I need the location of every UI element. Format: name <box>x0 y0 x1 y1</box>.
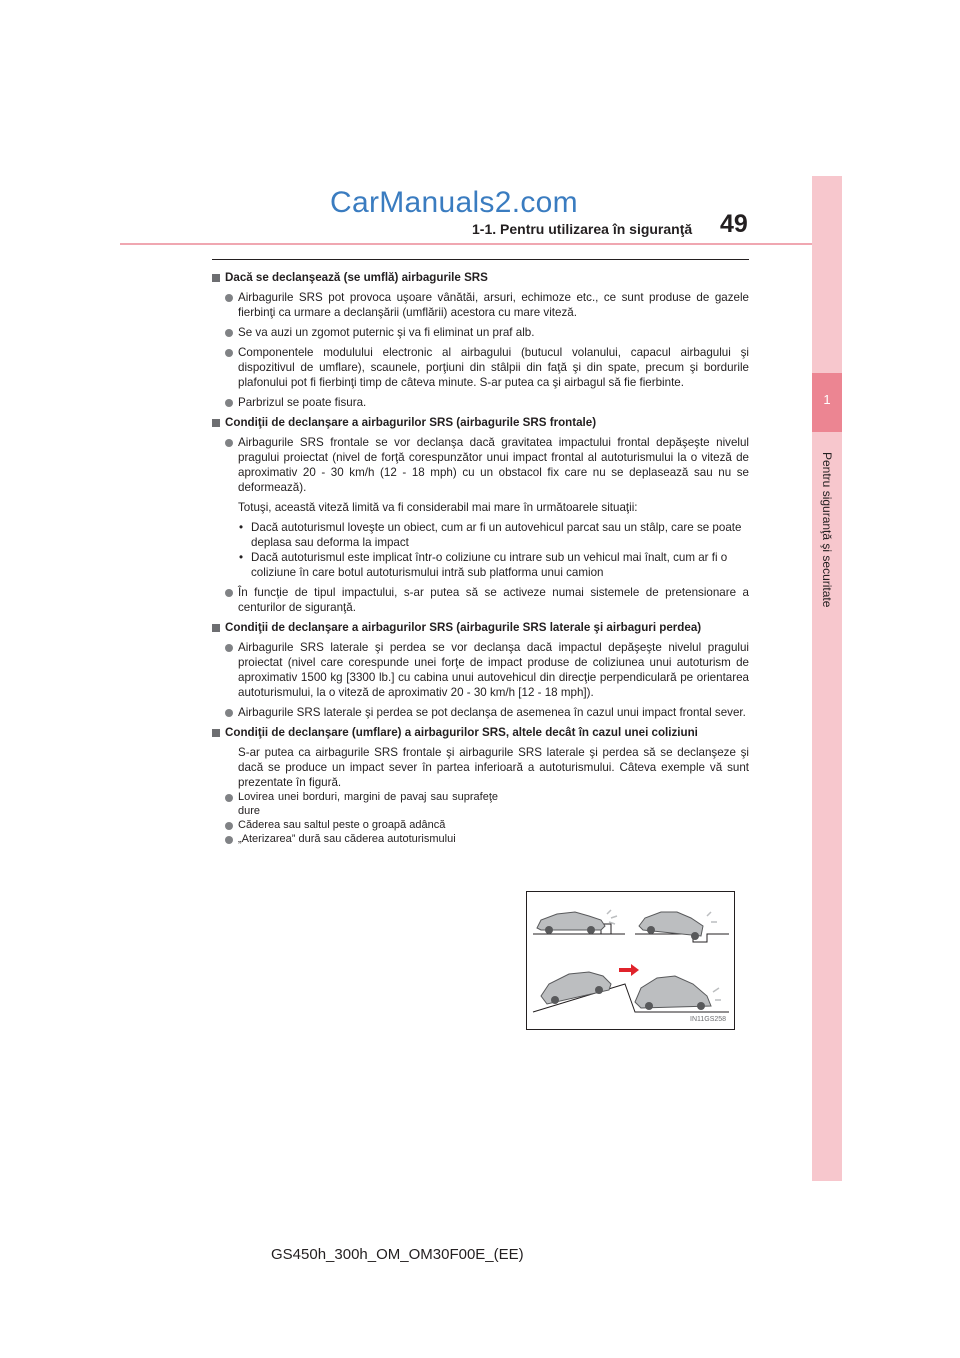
bullet-text: Airbagurile SRS pot provoca uşoare vânătăi, arsuri, echimoze etc., ce sunt produse de gazele fierbinţi ca urmare a declanşării (umflării) acestora cu mare viteză. <box>238 291 749 319</box>
chapter-number: 1 <box>823 392 831 407</box>
bullet-item <box>212 705 749 720</box>
bullet-item <box>212 832 498 846</box>
round-bullet-icon <box>225 294 233 302</box>
bullet-item <box>212 395 749 410</box>
section-heading-text: Dacă se declanşează (se umflă) airbagurile SRS <box>225 271 488 284</box>
watermark: CarManuals2.com <box>330 186 578 219</box>
car-curb-icon <box>533 910 625 934</box>
round-bullet-icon <box>225 644 233 652</box>
square-bullet-icon <box>212 729 220 737</box>
bullet-item <box>212 818 498 832</box>
bullet-item <box>212 640 749 700</box>
round-bullet-icon <box>225 836 233 844</box>
section-heading <box>212 725 749 740</box>
round-bullet-icon <box>225 399 233 407</box>
section-title: 1-1. Pentru utilizarea în siguranţă <box>472 221 693 237</box>
section-heading <box>212 415 749 430</box>
round-bullet-icon <box>225 439 233 447</box>
section-heading <box>212 620 749 635</box>
round-bullet-icon <box>225 794 233 802</box>
paragraph: S-ar putea ca airbagurile SRS frontale şi airbagurile SRS laterale şi perdea să se declanşeze şi dacă se produce un impact sever în partea inferioară a autoturismului. Câteva exemple vă sunt prezentate în figură. <box>238 746 749 789</box>
sub-list-item <box>212 550 749 580</box>
bullet-text: Căderea sau saltul peste o groapă adâncă <box>238 819 446 831</box>
section-heading-text: Condiţii de declanşare a airbagurilor SRS (airbagurile SRS frontale) <box>225 416 597 429</box>
bullet-text: Airbagurile SRS laterale şi perdea se pot declanşa de asemenea în cazul unui impact frontal sever. <box>238 706 746 719</box>
round-bullet-icon <box>225 822 233 830</box>
sub-list-text: Dacă autoturismul este implicat într-o coliziune cu intrare sub un vehicul mai înalt, cum ar fi o coliziune în care botul autoturismului intră sub platforma unui camion <box>251 551 728 579</box>
motion-arrow-icon <box>619 964 639 976</box>
sub-list-text: Dacă autoturismul loveşte un obiect, cum ar fi un autovehicul parcat sau un stâlp, care se poate deplasa sau deforma la impact <box>251 521 742 549</box>
bullet-item <box>212 290 749 320</box>
content-top-rule <box>212 259 749 260</box>
illustration-figure <box>526 891 735 1030</box>
figure-code: IN11GS258 <box>690 1016 727 1023</box>
section-heading-text: Condiţii de declanşare a airbagurilor SRS (airbagurile SRS laterale şi airbaguri perdea) <box>225 621 702 634</box>
content-body <box>212 270 749 846</box>
square-bullet-icon <box>212 274 220 282</box>
bullet-text: „Aterizarea” dură sau căderea autoturismului <box>238 833 456 845</box>
car-pothole-icon <box>635 912 729 942</box>
section-heading-text: Condiţii de declanşare (umflare) a airbagurilor SRS, altele decât în cazul unei coliziuni <box>225 726 698 739</box>
page-number: 49 <box>720 210 748 238</box>
bullet-item <box>212 585 749 615</box>
section-heading <box>212 270 749 285</box>
square-bullet-icon <box>212 419 220 427</box>
bullet-text: Se va auzi un zgomot puternic şi va fi eliminat un praf alb. <box>238 326 535 339</box>
sub-list-marker: • <box>239 521 244 534</box>
round-bullet-icon <box>225 349 233 357</box>
header-rule <box>120 243 812 245</box>
bullet-text: Lovirea unei borduri, margini de pavaj sau suprafeţe dure <box>238 791 498 817</box>
side-tab-bar <box>812 176 842 1181</box>
bullet-text: Componentele modulului electronic al airbagului (butucul volanului, capacul airbagului şi dispozitivul de umflare), scaunele, porţiuni din stâlpii din faţă şi din spate, precum şi bordurile plafonului pot fi fierbinţi timp de câteva minute. S-ar putea ca şi airbagul să fie fierbinte. <box>238 346 749 389</box>
bullet-item <box>212 325 749 340</box>
bullet-text: În funcţie de tipul impactului, s-ar putea să se activeze numai sistemele de pretensionare a centurilor de siguranţă. <box>238 586 749 614</box>
sub-list-item <box>212 520 749 550</box>
bullet-text: Parbrizul se poate fisura. <box>238 396 367 409</box>
bullet-item <box>212 435 749 495</box>
footer-document-code: GS450h_300h_OM_OM30F00E_(EE) <box>271 1246 524 1263</box>
bullet-item <box>212 345 749 390</box>
car-landing-icon <box>533 972 729 1012</box>
chapter-title: Pentru siguranţă şi securitate <box>820 452 834 608</box>
round-bullet-icon <box>225 709 233 717</box>
sub-list-marker: • <box>239 551 244 564</box>
bullet-text: Airbagurile SRS laterale şi perdea se vor declanşa dacă impactul depăşeşte nivelul pragului proiectat (nivel care corespunde unei forţe de impact produse de coliziunea unui autoturism de aproximativ 1500 kg [3300 lb.] cu cabina unui autovehicul din direcţie perpendiculară pe orientarea autoturismului, la o viteză de aproximativ 20 - 30 km/h [12 - 18 mph]). <box>238 641 749 699</box>
square-bullet-icon <box>212 624 220 632</box>
bullet-text: Airbagurile SRS frontale se vor declanşa dacă gravitatea impactului frontal depăşeşte nivelul pragului proiectat (nivel de forţă corespunzător unui impact frontal al autoturismului la o viteză de aproximativ 20 - 30 km/h (12 - 18 mph) cu un obstacol fix care nu se deplasează sau nu se deformează). <box>238 436 749 494</box>
paragraph: Totuşi, această viteză limită va fi considerabil mai mare în următoarele situaţii: <box>238 501 638 514</box>
round-bullet-icon <box>225 589 233 597</box>
car-impact-illustration <box>527 892 734 1029</box>
bullet-item <box>212 790 498 818</box>
round-bullet-icon <box>225 329 233 337</box>
